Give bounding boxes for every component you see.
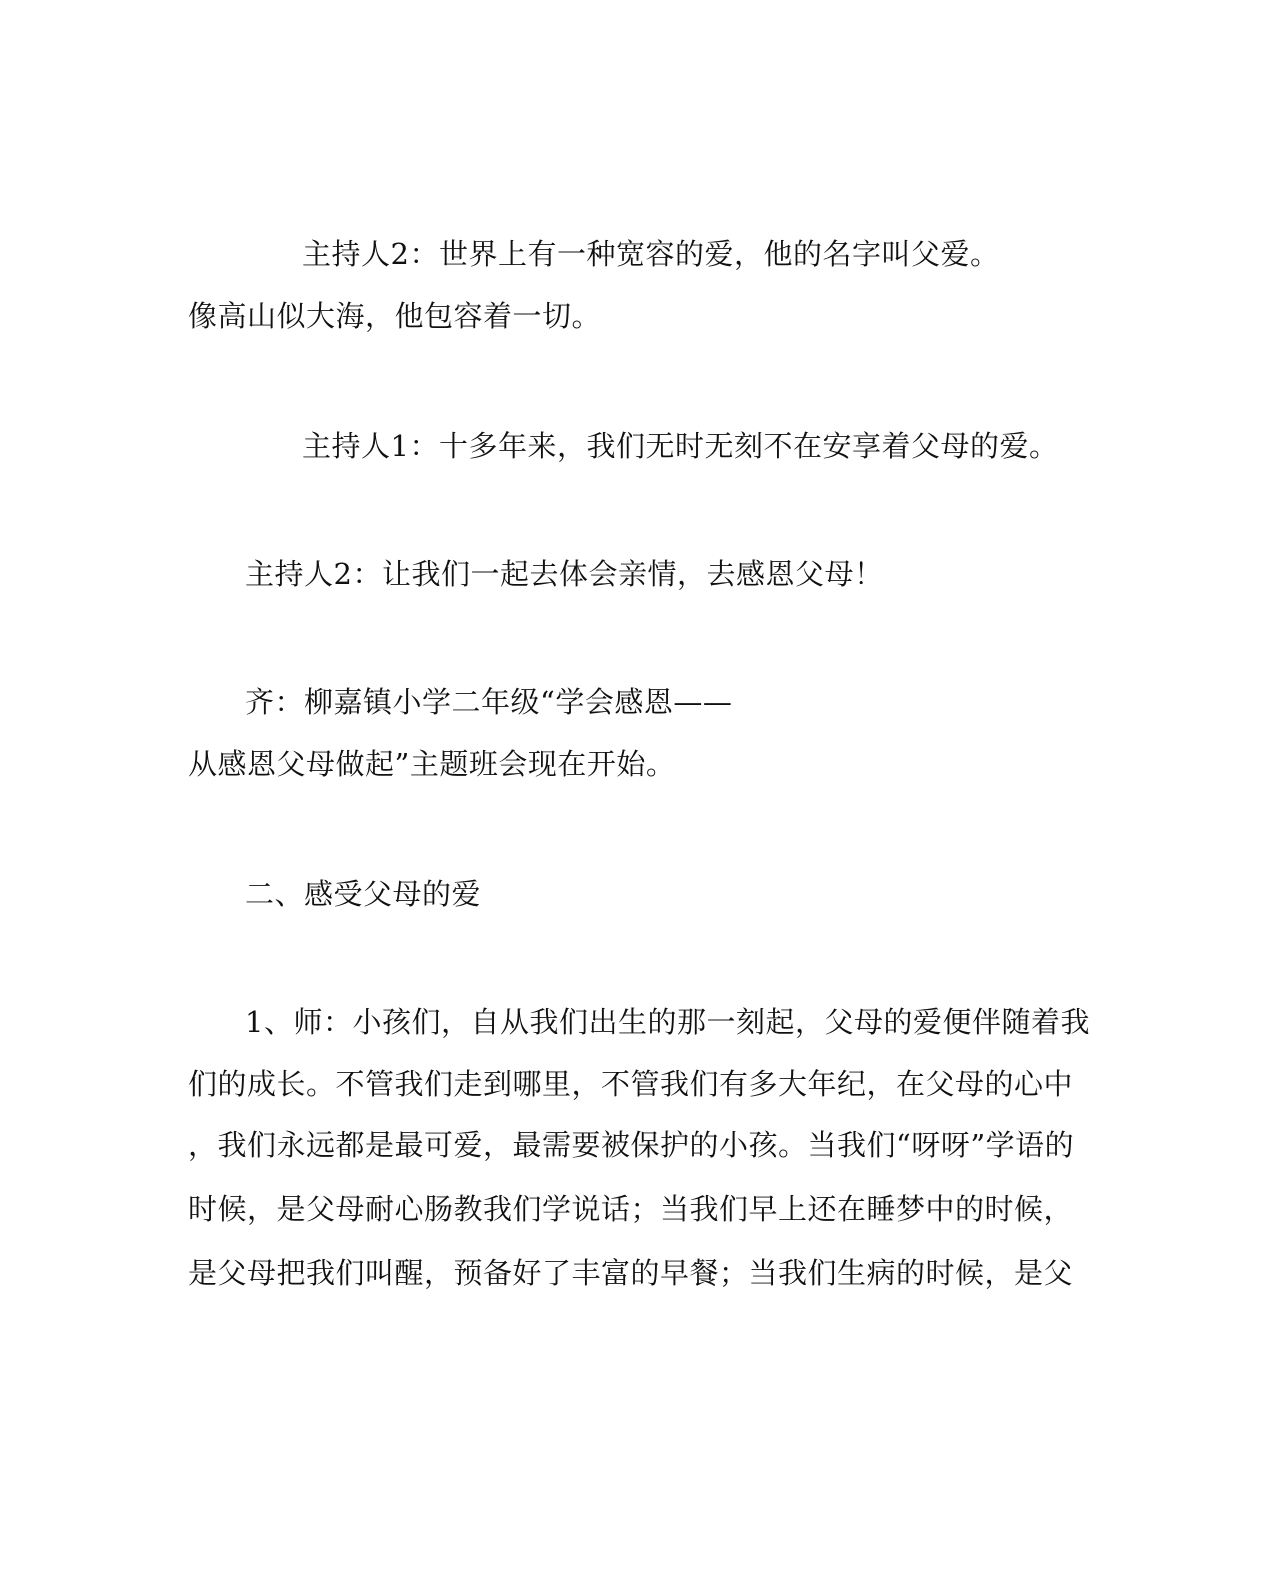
section-heading-feel-parents-love: 二、感受父母的爱 (245, 877, 482, 911)
host2-line-fatherly-love: 主持人2：世界上有一种宽容的爱，他的名字叫父爱。 (302, 237, 1000, 271)
teacher-paragraph-line-2: 们的成长。不管我们走到哪里，不管我们有多大年纪，在父母的心中 (188, 1067, 1074, 1101)
together-line-opening: 齐：柳嘉镇小学二年级“学会感恩—— (245, 685, 733, 719)
teacher-paragraph-line-4: 时候，是父母耐心肠教我们学说话；当我们早上还在睡梦中的时候， (188, 1192, 1074, 1226)
together-line-continuation: 从感恩父母做起”主题班会现在开始。 (188, 747, 676, 781)
teacher-paragraph-line-5: 是父母把我们叫醒，预备好了丰富的早餐；当我们生病的时候，是父 (188, 1256, 1074, 1290)
teacher-paragraph-line-3: ，我们永远都是最可爱，最需要被保护的小孩。当我们“呀呀”学语的 (188, 1128, 1075, 1162)
host2-line-continuation: 像高山似大海，他包容着一切。 (188, 299, 602, 333)
host1-line-parents-love: 主持人1：十多年来，我们无时无刻不在安享着父母的爱。 (302, 429, 1059, 463)
host2-line-gratitude: 主持人2：让我们一起去体会亲情，去感恩父母！ (245, 557, 884, 591)
teacher-paragraph-line-1: 1、师：小孩们，自从我们出生的那一刻起，父母的爱便伴随着我 (245, 1005, 1090, 1039)
